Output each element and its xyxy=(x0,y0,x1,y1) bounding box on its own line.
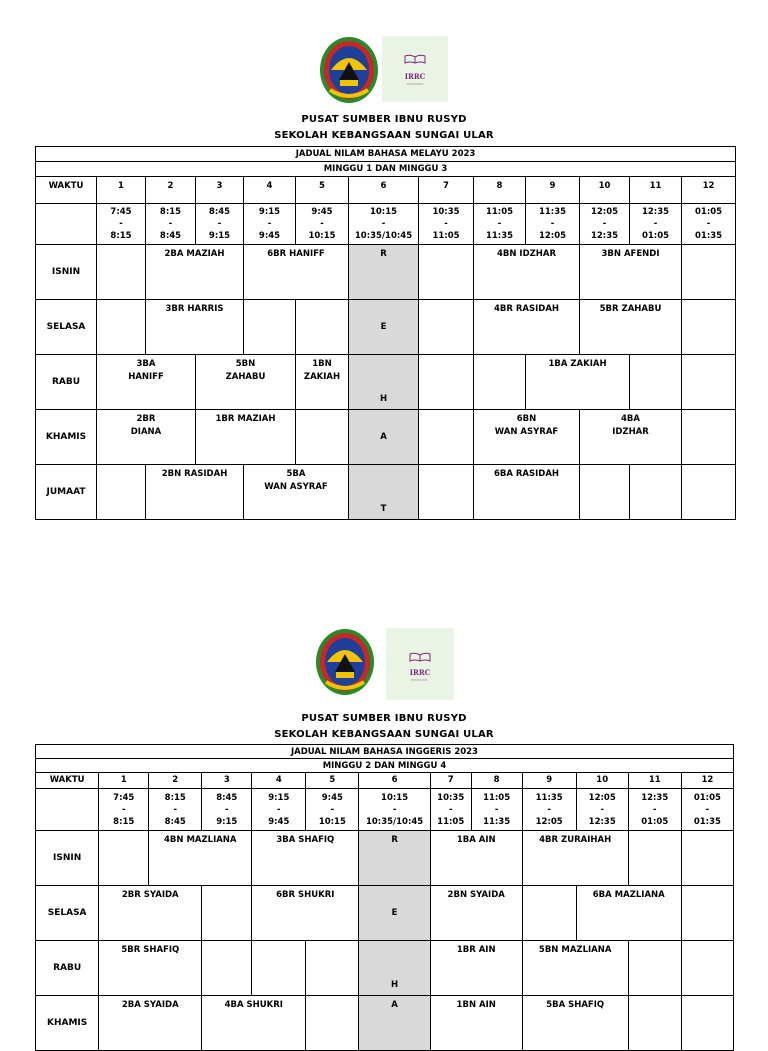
period-header-row xyxy=(36,773,734,789)
period-number: 3 xyxy=(196,177,244,204)
empty-cell xyxy=(202,886,252,941)
time-slot: 12:35 - 01:05 xyxy=(630,204,682,245)
empty-cell xyxy=(628,831,681,886)
period-number: 11 xyxy=(628,773,681,789)
school-crest-logo xyxy=(318,36,380,106)
class-slot: 3BR HARRIS xyxy=(146,300,244,355)
period-number: 1 xyxy=(97,177,146,204)
period-number: 8 xyxy=(474,177,526,204)
period-number: 4 xyxy=(252,773,306,789)
time-slot: 7:45 - 8:15 xyxy=(97,204,146,245)
period-number: 6 xyxy=(359,773,430,789)
day-row-khamis xyxy=(36,996,734,1051)
empty-cell xyxy=(681,886,733,941)
rehat-cell: A xyxy=(349,410,419,465)
class-slot: 3BA HANIFF xyxy=(97,355,196,410)
period-number: 1 xyxy=(99,773,149,789)
time-slot: 8:45 - 9:15 xyxy=(196,204,244,245)
timetable-bm xyxy=(35,146,736,520)
class-slot: 2BA SYAIDA xyxy=(99,996,202,1051)
empty-cell xyxy=(681,941,733,996)
time-slot: 8:45 - 9:15 xyxy=(202,789,252,831)
library-name: PUSAT SUMBER IBNU RUSYD xyxy=(301,713,467,724)
class-slot: 5BN MAZLIANA xyxy=(522,941,628,996)
class-slot: 2BA MAZIAH xyxy=(146,245,244,300)
class-slot: 1BN AIN xyxy=(430,996,522,1051)
period-number: 8 xyxy=(471,773,522,789)
day-row-rabu xyxy=(36,941,734,996)
empty-cell xyxy=(296,300,349,355)
empty-cell xyxy=(522,886,576,941)
timetable-title: JADUAL NILAM BAHASA INGGERIS 2023 xyxy=(36,745,734,759)
time-slot: 01:05 - 01:35 xyxy=(682,204,736,245)
waktu-header: WAKTU xyxy=(36,177,97,204)
waktu-header: WAKTU xyxy=(36,773,99,789)
logo-row xyxy=(0,628,768,698)
class-slot: 6BN WAN ASYRAF xyxy=(474,410,580,465)
empty-cell xyxy=(202,941,252,996)
time-slot: 10:35 - 11:05 xyxy=(430,789,471,831)
period-number: 11 xyxy=(630,177,682,204)
empty-cell xyxy=(682,355,736,410)
day-label: ISNIN xyxy=(36,245,97,300)
empty-cell xyxy=(419,245,474,300)
rehat-cell: R xyxy=(359,831,430,886)
empty-cell xyxy=(244,300,296,355)
time-row xyxy=(36,204,736,245)
day-label: SELASA xyxy=(36,300,97,355)
class-slot: 1BA AIN xyxy=(430,831,522,886)
time-slot: 12:05 - 12:35 xyxy=(580,204,630,245)
empty-cell xyxy=(682,245,736,300)
rehat-cell: H xyxy=(349,355,419,410)
time-slot: 7:45 - 8:15 xyxy=(99,789,149,831)
day-label: JUMAAT xyxy=(36,465,97,520)
time-slot: 11:05 - 11:35 xyxy=(474,204,526,245)
period-number: 4 xyxy=(244,177,296,204)
school-name: SEKOLAH KEBANGSAAN SUNGAI ULAR xyxy=(274,729,494,740)
class-slot: 6BA MAZLIANA xyxy=(576,886,681,941)
class-slot: 6BA RASIDAH xyxy=(474,465,580,520)
period-number: 5 xyxy=(296,177,349,204)
period-number: 7 xyxy=(430,773,471,789)
irrc-logo-text: IRRC xyxy=(409,668,431,677)
period-number: 2 xyxy=(149,773,202,789)
period-number: 2 xyxy=(146,177,196,204)
empty-cell xyxy=(419,355,474,410)
time-slot: 8:15 - 8:45 xyxy=(149,789,202,831)
timetable-title: JADUAL NILAM BAHASA MELAYU 2023 xyxy=(36,147,736,162)
time-slot: 9:45 - 10:15 xyxy=(296,204,349,245)
time-slot: 9:15 - 9:45 xyxy=(244,204,296,245)
class-slot: 2BR SYAIDA xyxy=(99,886,202,941)
time-slot: 9:15 - 9:45 xyxy=(252,789,306,831)
day-row-selasa xyxy=(36,886,734,941)
empty-cell xyxy=(36,789,99,831)
class-slot: 1BA ZAKIAH xyxy=(526,355,630,410)
empty-cell xyxy=(97,245,146,300)
period-number: 9 xyxy=(522,773,576,789)
empty-cell xyxy=(682,300,736,355)
day-row-isnin xyxy=(36,831,734,886)
class-slot: 2BR DIANA xyxy=(97,410,196,465)
rehat-cell: A xyxy=(359,996,430,1051)
timetable-bi xyxy=(35,744,734,1051)
empty-cell xyxy=(419,410,474,465)
class-slot: 4BN MAZLIANA xyxy=(149,831,252,886)
empty-cell xyxy=(296,410,349,465)
empty-cell xyxy=(681,996,733,1051)
period-number: 6 xyxy=(349,177,419,204)
time-slot: 11:35 - 12:05 xyxy=(522,789,576,831)
school-name: SEKOLAH KEBANGSAAN SUNGAI ULAR xyxy=(274,130,494,141)
period-number: 9 xyxy=(526,177,580,204)
day-label: RABU xyxy=(36,941,99,996)
empty-cell xyxy=(630,465,682,520)
timetable-subtitle: MINGGU 2 DAN MINGGU 4 xyxy=(36,759,734,773)
class-slot: 1BR AIN xyxy=(430,941,522,996)
irrc-tagline: ▭▭▭▭▭▭ xyxy=(406,82,424,86)
library-name: PUSAT SUMBER IBNU RUSYD xyxy=(301,114,467,125)
class-slot: 5BN ZAHABU xyxy=(196,355,296,410)
day-label: KHAMIS xyxy=(36,996,99,1051)
empty-cell xyxy=(681,831,733,886)
empty-cell xyxy=(580,465,630,520)
period-number: 5 xyxy=(306,773,359,789)
class-slot: 3BA SHAFIQ xyxy=(252,831,359,886)
logo-row xyxy=(0,36,768,106)
empty-cell xyxy=(306,996,359,1051)
empty-cell xyxy=(682,465,736,520)
class-slot: 4BR ZURAIHAH xyxy=(522,831,628,886)
period-number: 10 xyxy=(576,773,628,789)
empty-cell xyxy=(252,941,306,996)
empty-cell xyxy=(419,300,474,355)
empty-cell xyxy=(628,996,681,1051)
class-slot: 3BN AFENDI xyxy=(580,245,682,300)
class-slot: 4BA SHUKRI xyxy=(202,996,306,1051)
rehat-cell: R xyxy=(349,245,419,300)
class-slot: 4BN IDZHAR xyxy=(474,245,580,300)
empty-cell xyxy=(36,204,97,245)
empty-cell xyxy=(419,465,474,520)
day-row-jumaat xyxy=(36,465,736,520)
period-number: 7 xyxy=(419,177,474,204)
timetable-subtitle: MINGGU 1 DAN MINGGU 3 xyxy=(36,162,736,177)
rehat-cell: E xyxy=(349,300,419,355)
time-slot: 11:05 - 11:35 xyxy=(471,789,522,831)
period-number: 3 xyxy=(202,773,252,789)
period-header-row xyxy=(36,177,736,204)
empty-cell xyxy=(474,355,526,410)
class-slot: 4BR RASIDAH xyxy=(474,300,580,355)
time-slot: 8:15 - 8:45 xyxy=(146,204,196,245)
day-label: KHAMIS xyxy=(36,410,97,465)
class-slot: 5BR ZAHABU xyxy=(580,300,682,355)
empty-cell xyxy=(99,831,149,886)
class-slot: 6BR HANIFF xyxy=(244,245,349,300)
class-slot: 2BN RASIDAH xyxy=(146,465,244,520)
period-number: 12 xyxy=(682,177,736,204)
empty-cell xyxy=(628,941,681,996)
day-label: ISNIN xyxy=(36,831,99,886)
empty-cell xyxy=(97,300,146,355)
empty-cell xyxy=(682,410,736,465)
day-label: RABU xyxy=(36,355,97,410)
day-row-khamis xyxy=(36,410,736,465)
period-number: 12 xyxy=(681,773,733,789)
rehat-cell: E xyxy=(359,886,430,941)
time-slot: 10:15 - 10:35/10:45 xyxy=(349,204,419,245)
time-slot: 10:15 - 10:35/10:45 xyxy=(359,789,430,831)
book-icon xyxy=(404,54,426,64)
irrc-tagline: ▭▭▭▭▭▭ xyxy=(410,678,428,682)
time-row xyxy=(36,789,734,831)
empty-cell xyxy=(97,465,146,520)
book-icon xyxy=(409,652,431,662)
time-slot: 9:45 - 10:15 xyxy=(306,789,359,831)
time-slot: 12:05 - 12:35 xyxy=(576,789,628,831)
day-row-rabu xyxy=(36,355,736,410)
class-slot: 5BA WAN ASYRAF xyxy=(244,465,349,520)
rehat-cell: T xyxy=(349,465,419,520)
empty-cell xyxy=(306,941,359,996)
class-slot: 1BN ZAKIAH xyxy=(296,355,349,410)
school-crest-logo xyxy=(314,628,376,698)
irrc-logo xyxy=(386,628,454,700)
time-slot: 11:35 - 12:05 xyxy=(526,204,580,245)
class-slot: 1BR MAZIAH xyxy=(196,410,296,465)
empty-cell xyxy=(630,355,682,410)
class-slot: 6BR SHUKRI xyxy=(252,886,359,941)
day-label: SELASA xyxy=(36,886,99,941)
irrc-logo xyxy=(382,36,448,102)
class-slot: 5BA SHAFIQ xyxy=(522,996,628,1051)
time-slot: 10:35 - 11:05 xyxy=(419,204,474,245)
irrc-logo-text: IRRC xyxy=(404,72,426,81)
day-row-selasa xyxy=(36,300,736,355)
time-slot: 01:05 - 01:35 xyxy=(681,789,733,831)
time-slot: 12:35 - 01:05 xyxy=(628,789,681,831)
day-row-isnin xyxy=(36,245,736,300)
period-number: 10 xyxy=(580,177,630,204)
rehat-cell: H xyxy=(359,941,430,996)
class-slot: 4BA IDZHAR xyxy=(580,410,682,465)
class-slot: 5BR SHAFIQ xyxy=(99,941,202,996)
class-slot: 2BN SYAIDA xyxy=(430,886,522,941)
